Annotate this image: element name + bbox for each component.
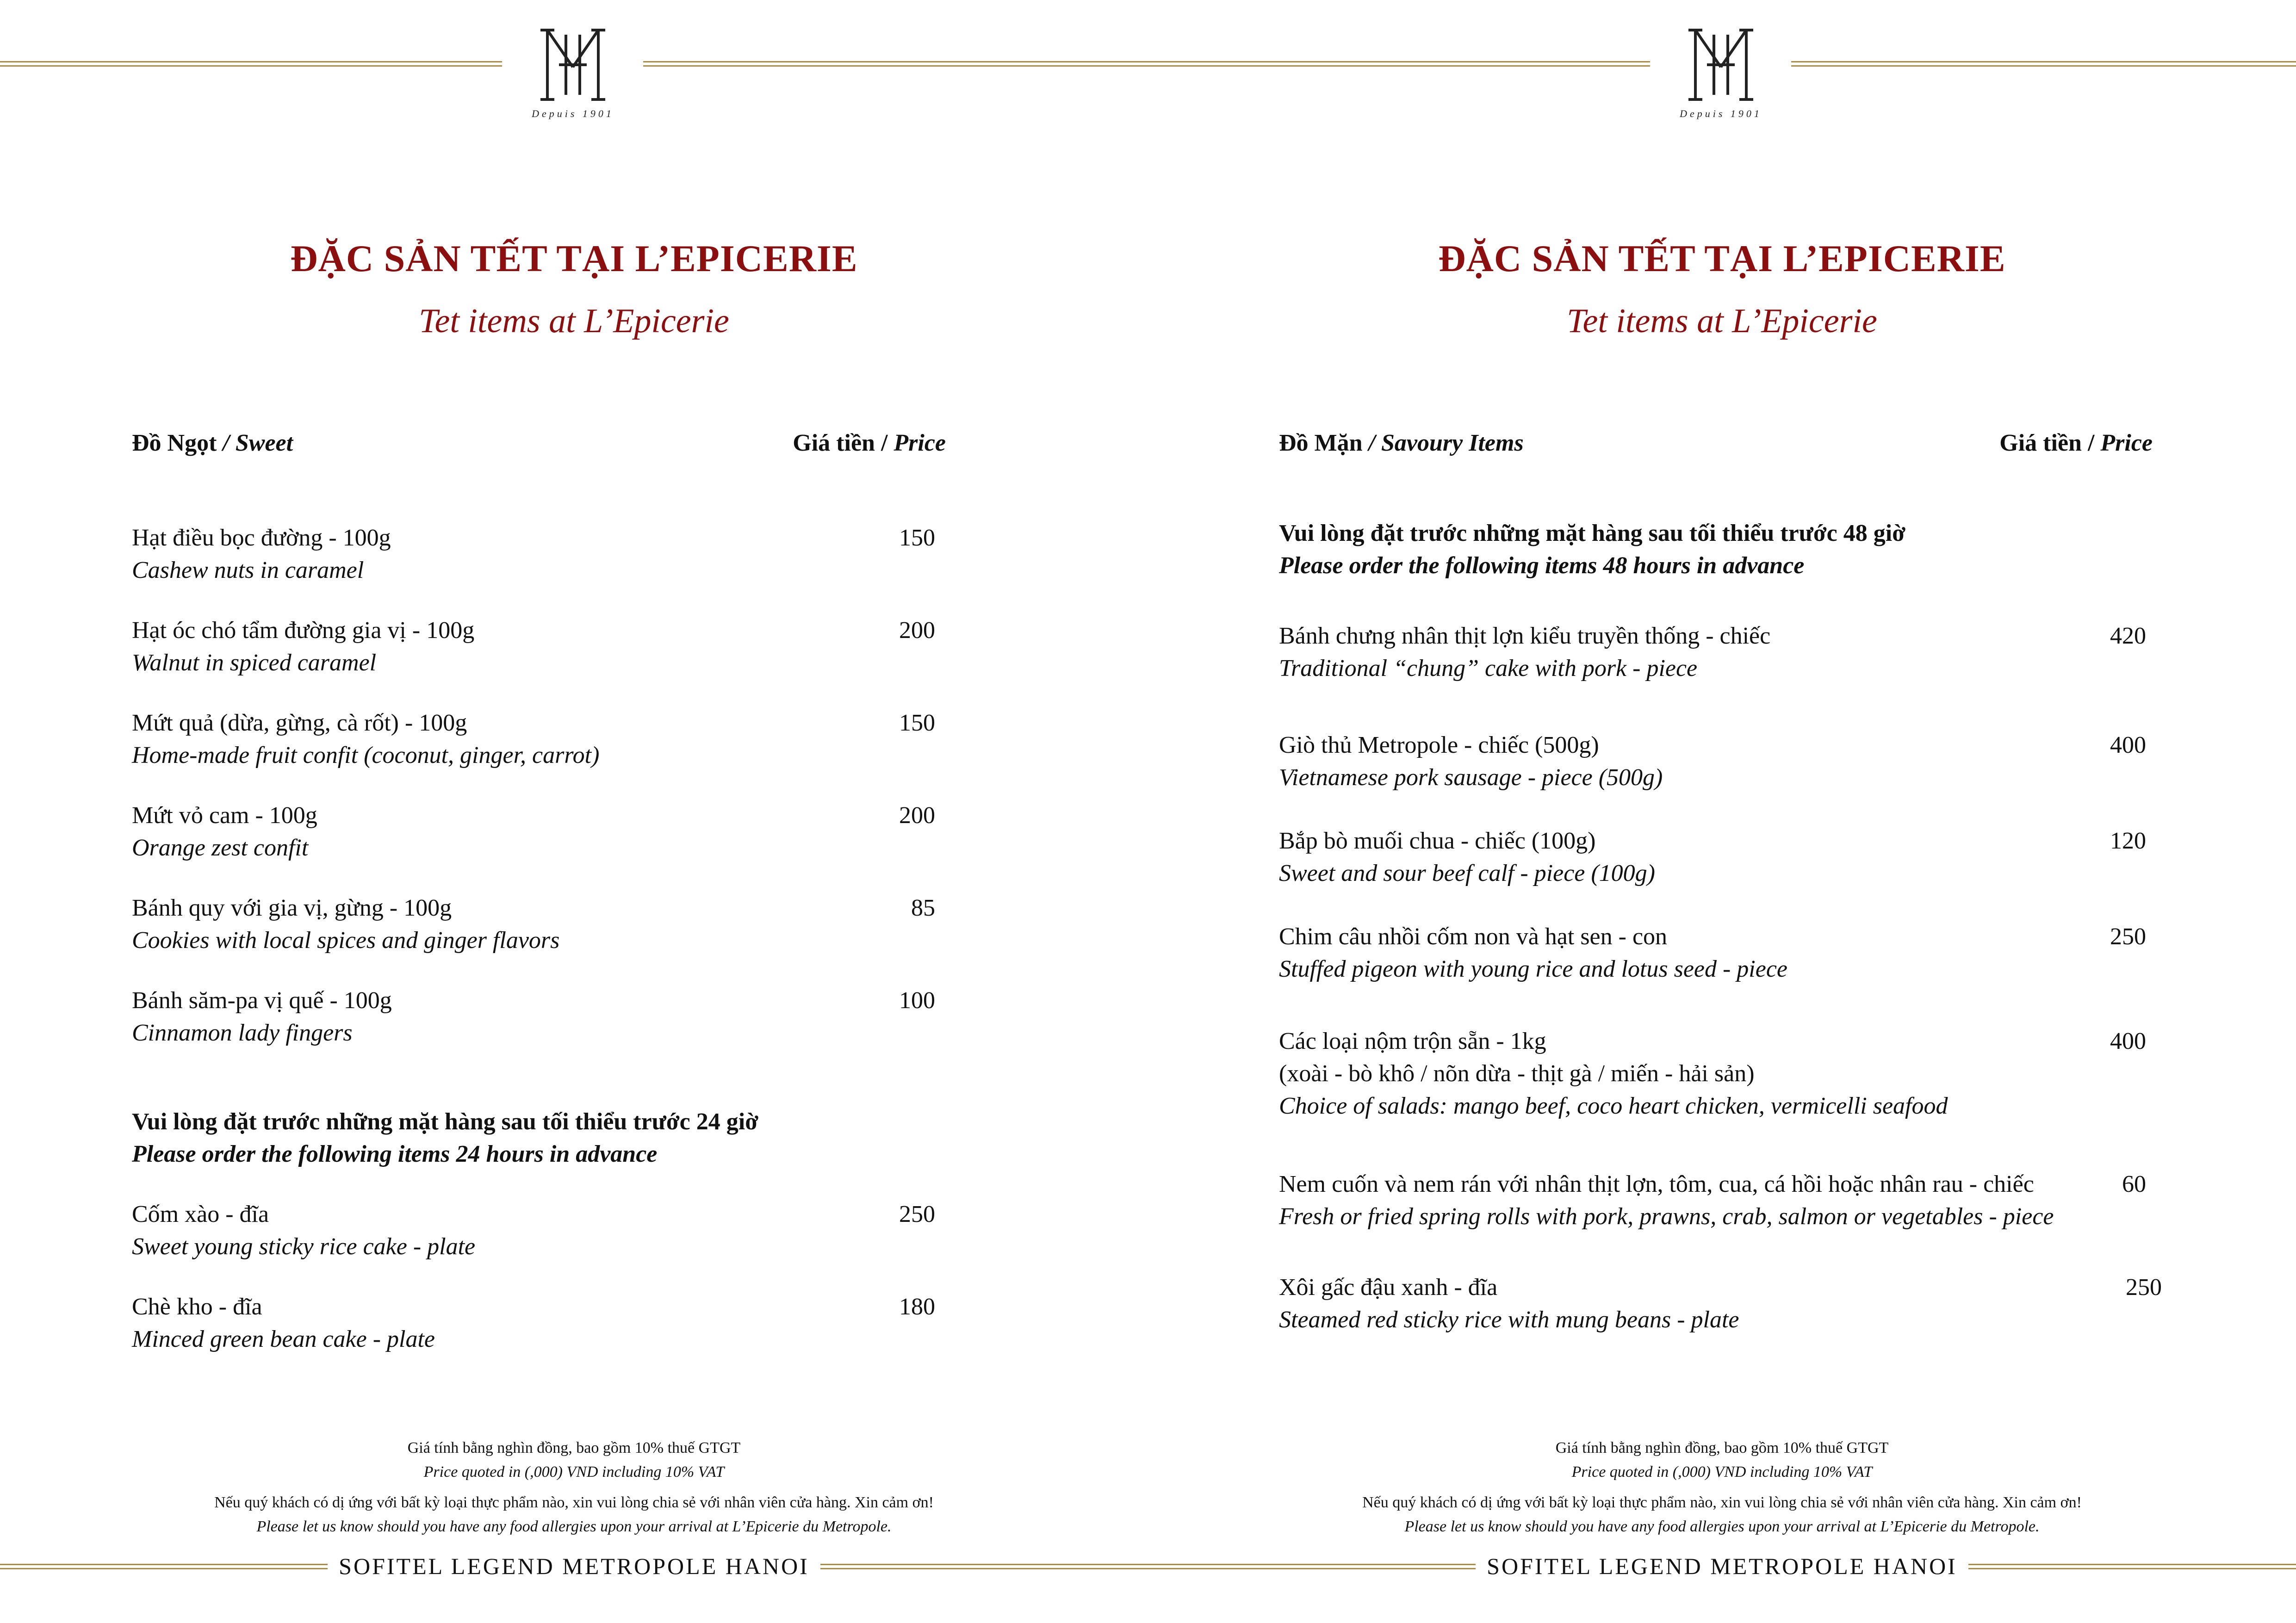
section-heading (1279, 429, 1524, 457)
list-item (132, 799, 317, 864)
item-name-en: Minced green bean cake - plate (132, 1326, 435, 1352)
item-name-en: Fresh or fried spring rolls with pork, prawns, crab, salmon or vegetables - piece (1279, 1203, 2054, 1230)
list-item (1279, 620, 1770, 685)
item-name-en: Traditional “chung” cake with pork - piece (1279, 655, 1698, 681)
item-price: 200 (899, 617, 935, 644)
item-name-vi: Bánh săm-pa vị quế - 100g (132, 987, 392, 1014)
section-heading-vi: Đồ Ngọt (132, 430, 217, 456)
list-item (1279, 921, 1787, 985)
page-title-en: Tet items at L’Epicerie (1567, 302, 1877, 340)
item-price: 400 (2110, 1028, 2146, 1054)
item-name-en: Sweet and sour beef calf - piece (100g) (1279, 860, 1655, 886)
vat-note-en: Price quoted in (,000) VND including 10% VAT (1571, 1463, 1873, 1481)
item-name-vi: Bắp bò muối chua - chiếc (100g) (1279, 828, 1596, 854)
page-title-vi: ĐẶC SẢN TẾT TẠI L’EPICERIE (290, 237, 858, 279)
list-item (1279, 1271, 1739, 1336)
item-name-en: Home-made fruit confit (coconut, ginger, carrot) (132, 742, 600, 768)
list-item (1279, 1168, 2121, 1233)
list-item (1279, 1025, 1948, 1122)
item-price: 250 (2110, 923, 2146, 950)
price-heading (793, 429, 946, 457)
item-name-vi: Chè kho - đĩa (132, 1294, 262, 1320)
advance-order-note-en: Please order the following items 24 hours in advance (132, 1141, 658, 1167)
list-item (1279, 825, 1655, 890)
list-item (132, 1198, 475, 1263)
item-price: 150 (899, 525, 935, 551)
item-name-en: Walnut in spiced caramel (132, 650, 377, 676)
vat-note-vi: Giá tính bằng nghìn đồng, bao gồm 10% thuế GTGT (407, 1439, 741, 1456)
price-heading-en: Price (894, 430, 946, 456)
advance-order-note-en: Please order the following items 48 hours in advance (1279, 552, 1805, 579)
list-item (1279, 729, 1663, 794)
item-price: 100 (899, 987, 935, 1014)
item-name-vi: Nem cuốn và nem rán với nhân thịt lợn, tôm, cua, cá hồi hoặc nhân rau - chiếc (1279, 1171, 2034, 1197)
footer-brand (0, 1553, 1148, 1580)
item-name-en: Cinnamon lady fingers (132, 1020, 353, 1046)
item-price: 120 (2110, 828, 2146, 854)
item-name-vi: Cốm xào - đĩa (132, 1201, 269, 1227)
item-price: 250 (2126, 1274, 2162, 1301)
item-price: 150 (899, 710, 935, 736)
footer-notes (1148, 1436, 2296, 1539)
item-name-detail: (xoài - bò khô / nõn dừa - thịt gà / miến - hải sản) (1279, 1060, 1755, 1087)
footer-brand-name: SOFITEL LEGEND METROPOLE HANOI (1476, 1553, 1968, 1579)
price-heading (1999, 429, 2153, 457)
allergy-note-en: Please let us know should you have any food allergies upon your arrival at L’Epicerie du Metropole. (256, 1518, 892, 1535)
item-name-en: Orange zest confit (132, 835, 309, 861)
allergy-note-en: Please let us know should you have any food allergies upon your arrival at L’Epicerie du Metropole. (1404, 1518, 2040, 1535)
item-name-vi: Xôi gấc đậu xanh - đĩa (1279, 1274, 1498, 1301)
metropole-logo (1670, 25, 1772, 120)
section-heading-en: / Savoury Items (1362, 430, 1524, 456)
item-price: 420 (2110, 623, 2146, 649)
page-title-en: Tet items at L’Epicerie (419, 302, 729, 340)
metropole-monogram-icon (538, 25, 608, 104)
list-item (132, 522, 391, 587)
allergy-note-vi: Nếu quý khách có dị ứng với bất kỳ loại thực phẩm nào, xin vui lòng chia sẻ với nhân viên cửa hàng. Xin cảm ơn! (214, 1494, 934, 1511)
advance-order-note-vi: Vui lòng đặt trước những mặt hàng sau tối thiểu trước 24 giờ (132, 1109, 758, 1135)
item-name-vi: Bánh chưng nhân thịt lợn kiểu truyền thống - chiếc (1279, 623, 1771, 649)
header-rule-left (0, 61, 502, 67)
header-rule-right (643, 61, 1148, 67)
item-name-en: Choice of salads: mango beef, coco heart chicken, vermicelli seafood (1279, 1093, 1948, 1119)
item-price: 200 (899, 802, 935, 829)
item-name-en: Steamed red sticky rice with mung beans - plate (1279, 1307, 1739, 1333)
vat-note-vi: Giá tính bằng nghìn đồng, bao gồm 10% thuế GTGT (1555, 1439, 1889, 1456)
item-name-vi: Giò thủ Metropole - chiếc (500g) (1279, 732, 1599, 758)
footer-brand-name: SOFITEL LEGEND METROPOLE HANOI (328, 1553, 820, 1579)
price-heading-en: Price (2100, 430, 2153, 456)
logo-tagline: Depuis 1901 (532, 108, 614, 119)
header-rule-left (1148, 61, 1650, 67)
advance-order-note (1279, 517, 1905, 582)
list-item (132, 614, 474, 679)
allergy-note-vi: Nếu quý khách có dị ứng với bất kỳ loại thực phẩm nào, xin vui lòng chia sẻ với nhân viên cửa hàng. Xin cảm ơn! (1362, 1494, 2082, 1511)
item-price: 400 (2110, 732, 2146, 758)
footer-notes (0, 1436, 1148, 1539)
list-item (132, 892, 559, 957)
item-name-en: Cookies with local spices and ginger flavors (132, 927, 560, 954)
item-price: 85 (911, 895, 935, 921)
list-item (132, 1291, 435, 1356)
item-name-vi: Mứt quả (dừa, gừng, cà rốt) - 100g (132, 710, 467, 736)
item-name-en: Cashew nuts in caramel (132, 557, 364, 583)
item-name-vi: Hạt điều bọc đường - 100g (132, 525, 391, 551)
item-name-en: Sweet young sticky rice cake - plate (132, 1233, 476, 1260)
metropole-logo (522, 25, 624, 120)
item-name-en: Vietnamese pork sausage - piece (500g) (1279, 764, 1663, 791)
menu-page-savoury (1148, 0, 2296, 1623)
footer-brand (1148, 1553, 2296, 1580)
item-price: 60 (2122, 1171, 2146, 1197)
section-heading (132, 429, 293, 457)
item-name-vi: Chim câu nhồi cốm non và hạt sen - con (1279, 923, 1668, 950)
item-price: 180 (899, 1294, 935, 1320)
list-item (132, 707, 599, 772)
item-name-vi: Mứt vỏ cam - 100g (132, 802, 317, 829)
item-name-en: Stuffed pigeon with young rice and lotus seed - piece (1279, 956, 1787, 982)
item-name-vi: Các loại nộm trộn sẵn - 1kg (1279, 1028, 1546, 1054)
price-heading-vi: Giá tiền / (1999, 430, 2101, 456)
section-heading-vi: Đồ Mặn (1279, 430, 1363, 456)
vat-note-en: Price quoted in (,000) VND including 10% VAT (423, 1463, 725, 1481)
advance-order-note-vi: Vui lòng đặt trước những mặt hàng sau tối thiểu trước 48 giờ (1279, 520, 1905, 546)
header-rule-right (1791, 61, 2296, 67)
section-heading-en: / Sweet (217, 430, 293, 456)
price-heading-vi: Giá tiền / (793, 430, 894, 456)
advance-order-note (132, 1106, 758, 1171)
logo-tagline: Depuis 1901 (1680, 108, 1762, 119)
list-item (132, 985, 392, 1049)
item-name-vi: Hạt óc chó tẩm đường gia vị - 100g (132, 617, 475, 644)
metropole-monogram-icon (1686, 25, 1756, 104)
item-name-vi: Bánh quy với gia vị, gừng - 100g (132, 895, 452, 921)
item-price: 250 (899, 1201, 935, 1227)
page-title-vi: ĐẶC SẢN TẾT TẠI L’EPICERIE (1438, 237, 2006, 279)
